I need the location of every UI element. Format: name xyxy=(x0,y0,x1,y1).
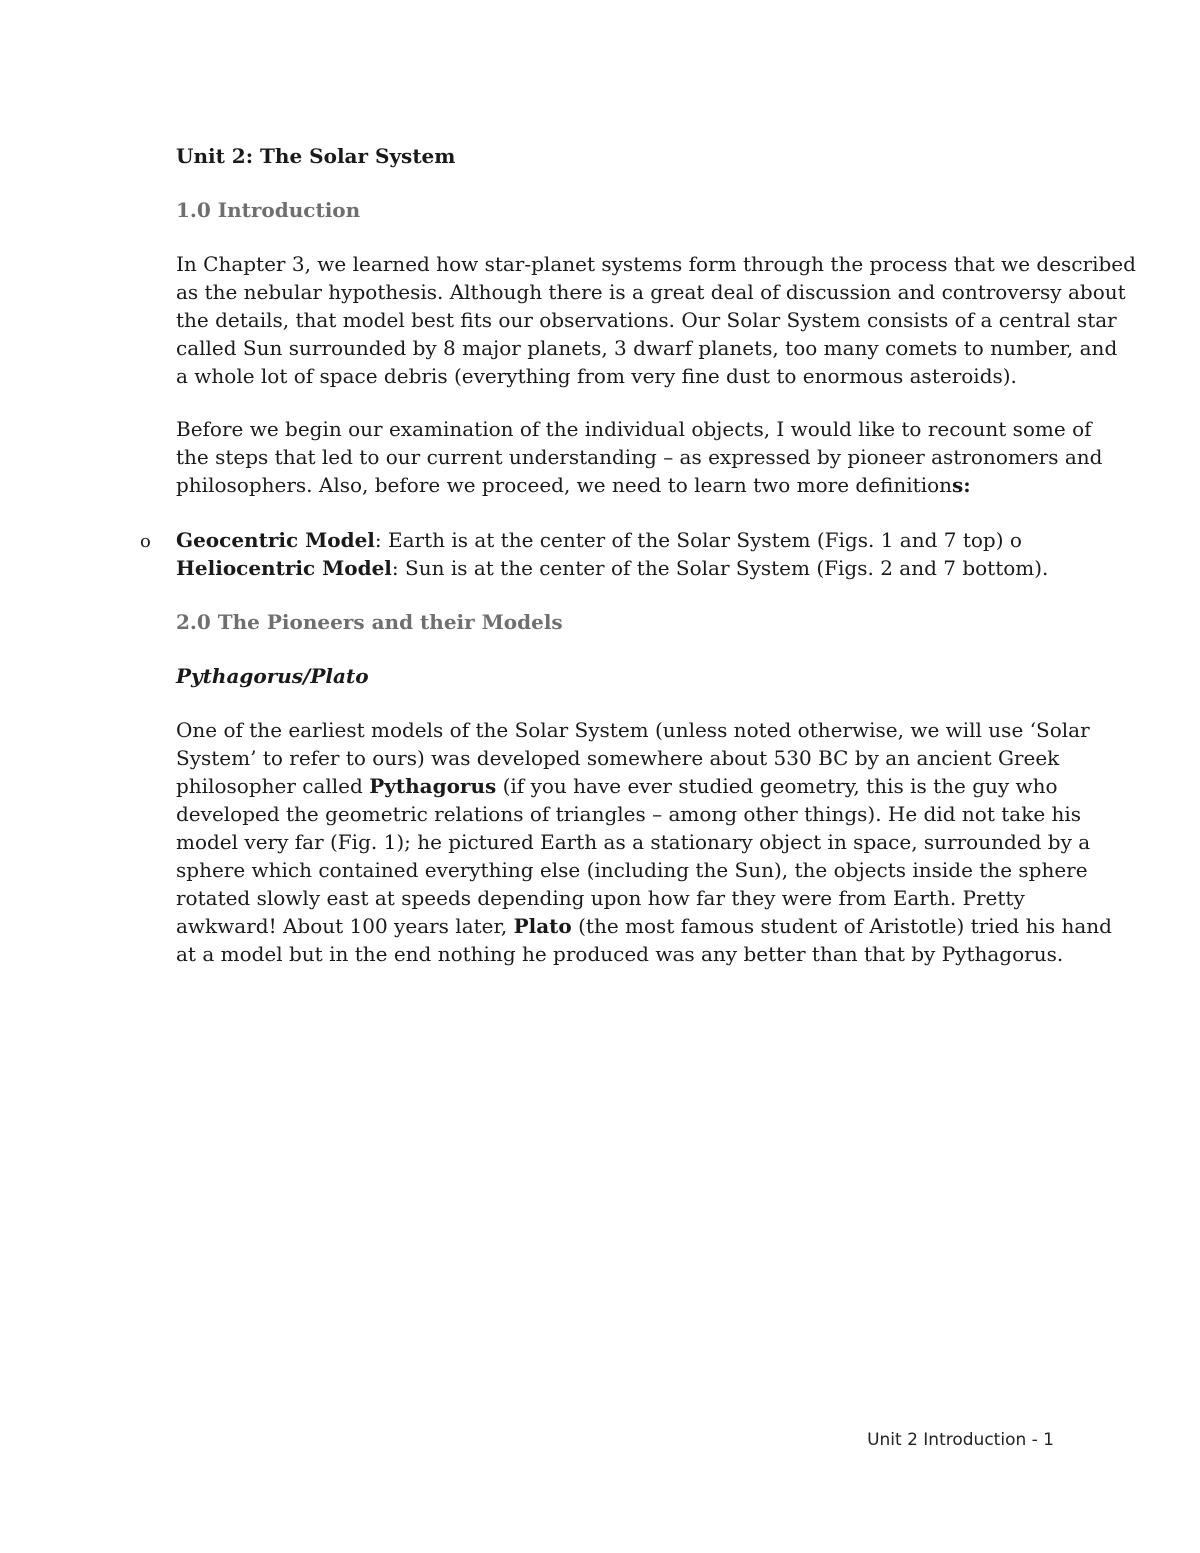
paragraph-line: One of the earliest models of the Solar System (unless noted otherwise, we will use ‘Solar xyxy=(176,718,1090,742)
paragraph-line xyxy=(176,912,1112,940)
heliocentric-term: Heliocentric Model xyxy=(176,556,392,580)
paragraph-line-text: philosopher called xyxy=(176,774,370,798)
document-title: Unit 2: The Solar System xyxy=(176,144,456,168)
paragraph-line xyxy=(176,471,1066,499)
paragraph-line: sphere which contained everything else (including the Sun), the objects inside the sphere xyxy=(176,858,1088,882)
definition-bullet-heliocentric xyxy=(176,554,1048,582)
paragraph-line: System’ to refer to ours) was developed somewhere about 530 BC by an ancient Greek xyxy=(176,746,1060,770)
intro-paragraph-1 xyxy=(176,250,1136,390)
paragraph-line-bold-end: s: xyxy=(952,473,971,497)
paragraph-line-text: (if you have ever studied geometry, this is the guy who xyxy=(496,774,1058,798)
paragraph-line: called Sun surrounded by 8 major planets, 3 dwarf planets, too many comets to number, and xyxy=(176,336,1118,360)
paragraph-line: Before we begin our examination of the individual objects, I would like to recount some of xyxy=(176,417,1092,441)
paragraph-line: In Chapter 3, we learned how star-planet systems form through the process that we described xyxy=(176,252,1136,276)
geocentric-definition: : Earth is at the center of the Solar System (Figs. 1 and 7 top) xyxy=(374,528,1010,552)
heliocentric-definition: : Sun is at the center of the Solar System (Figs. 2 and 7 bottom). xyxy=(391,556,1049,580)
paragraph-line xyxy=(176,772,1066,800)
section-heading-pioneers: 2.0 The Pioneers and their Models xyxy=(176,610,563,634)
paragraph-line: as the nebular hypothesis. Although there is a great deal of discussion and controversy about xyxy=(176,280,1126,304)
plato-name: Plato xyxy=(513,914,572,938)
paragraph-line: the details, that model best fits our observations. Our Solar System consists of a central star xyxy=(176,308,1117,332)
bullet-marker-icon: o xyxy=(140,531,151,552)
paragraph-line: the steps that led to our current understanding – as expressed by pioneer astronomers and xyxy=(176,445,1103,469)
geocentric-term: Geocentric Model xyxy=(176,528,375,552)
page-footer: Unit 2 Introduction - 1 xyxy=(867,1430,1054,1450)
inline-bullet-marker-icon: o xyxy=(1009,528,1022,552)
paragraph-line: rotated slowly east at speeds depending upon how far they were from Earth. Pretty xyxy=(176,886,1025,910)
section-heading-introduction: 1.0 Introduction xyxy=(176,198,361,222)
paragraph-line: model very far (Fig. 1); he pictured Earth as a stationary object in space, surrounded by a xyxy=(176,830,1091,854)
paragraph-line: a whole lot of space debris (everything from very fine dust to enormous asteroids). xyxy=(176,364,1017,388)
pythagorus-name: Pythagorus xyxy=(369,774,497,798)
paragraph-line-text: (the most famous student of Aristotle) tried his hand xyxy=(571,914,1112,938)
subsection-heading-pythagorus-plato: Pythagorus/Plato xyxy=(176,664,369,688)
paragraph-line: at a model but in the end nothing he produced was any better than that by Pythagorus. xyxy=(176,942,1064,966)
pioneers-paragraph xyxy=(176,716,1112,968)
paragraph-line-text: awkward! About 100 years later, xyxy=(176,914,514,938)
definition-bullet-geocentric xyxy=(140,526,1022,556)
paragraph-line: developed the geometric relations of triangles – among other things). He did not take his xyxy=(176,802,1082,826)
paragraph-line-text: philosophers. Also, before we proceed, we need to learn two more definition xyxy=(176,473,953,497)
intro-paragraph-2 xyxy=(176,415,1103,499)
